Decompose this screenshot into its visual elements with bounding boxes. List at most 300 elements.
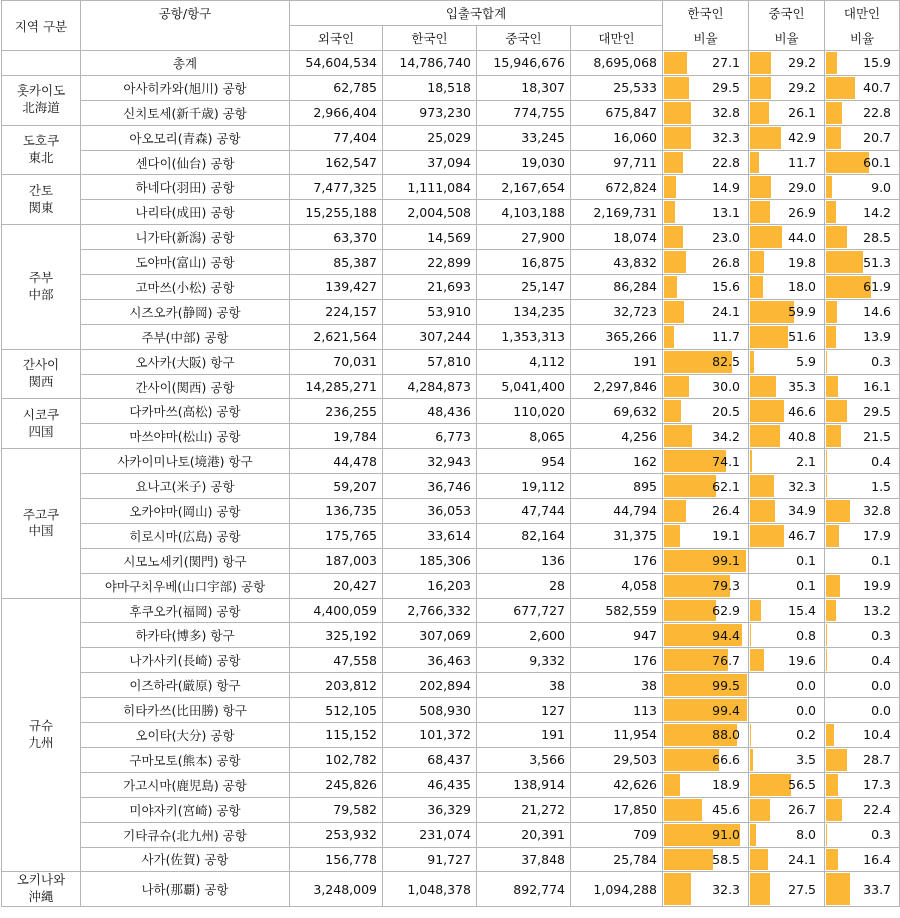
kr-ratio-cell [663, 75, 749, 100]
cn-ratio-cell [749, 797, 825, 822]
kr-ratio-cell [663, 399, 749, 424]
tw-ratio-cell [825, 424, 900, 449]
chinese-count: 2,167,654 [477, 175, 571, 200]
region-name-line: 四国 [28, 423, 54, 439]
kr-ratio-cell [663, 424, 749, 449]
cn-ratio-cell [749, 548, 825, 573]
airport-name: 요나고(米子) 공항 [81, 474, 290, 499]
table-row [2, 324, 900, 349]
table-row [2, 275, 900, 300]
tw-ratio-value: 0.0 [871, 702, 892, 718]
kr-ratio-value: 82.5 [712, 354, 741, 370]
kr-ratio-value: 99.1 [712, 553, 741, 569]
cn-ratio-value: 32.3 [788, 478, 817, 494]
foreign-count: 139,427 [290, 275, 383, 300]
airport-name: 미야자키(宮崎) 공항 [81, 797, 290, 822]
foreign-count: 2,966,404 [290, 100, 383, 125]
chinese-count: 134,235 [477, 299, 571, 324]
kr-ratio-value: 34.2 [712, 428, 741, 444]
chinese-count: 677,727 [477, 598, 571, 623]
cn-ratio-cell [749, 698, 825, 723]
korean-count: 973,230 [383, 100, 477, 125]
airport-name: 고마쓰(小松) 공항 [81, 275, 290, 300]
region-name-line: 간사이 [22, 357, 60, 373]
region-name-line: 규슈 [28, 718, 54, 734]
foreign-count: 325,192 [290, 623, 383, 648]
tw-ratio-cell [825, 275, 900, 300]
tw-ratio-value: 14.2 [863, 204, 892, 220]
kr-ratio-value: 76.7 [712, 652, 741, 668]
airport-name: 기타큐슈(北九州) 공항 [81, 822, 290, 847]
airport-name: 시즈오카(静岡) 공항 [81, 299, 290, 324]
foreign-count: 224,157 [290, 299, 383, 324]
table-row [2, 100, 900, 125]
kr-ratio-cell [663, 872, 749, 907]
airport-name: 후쿠오카(福岡) 공항 [81, 598, 290, 623]
cn-ratio-value: 56.5 [788, 777, 817, 793]
foreign-count: 70,031 [290, 349, 383, 374]
taiwanese-count: 38 [571, 673, 663, 698]
tw-ratio-value: 22.8 [863, 105, 892, 121]
cn-ratio-cell [749, 523, 825, 548]
region-name-line: 北海道 [22, 100, 60, 116]
kr-ratio-value: 19.1 [712, 528, 741, 544]
tw-ratio-value: 13.2 [863, 603, 892, 619]
kr-ratio-cell [663, 175, 749, 200]
taiwanese-count: 25,533 [571, 75, 663, 100]
cn-ratio-cell [749, 648, 825, 673]
header-cn-ratio-line2: 비율 [749, 26, 825, 51]
cn-ratio-value: 11.7 [788, 155, 817, 170]
tw-ratio-cell [825, 150, 900, 175]
total-kr-ratio [663, 51, 749, 76]
kr-ratio-cell [663, 847, 749, 872]
tw-ratio-cell [825, 723, 900, 748]
chinese-count: 9,332 [477, 648, 571, 673]
tw-ratio-value: 0.1 [871, 553, 892, 569]
korean-count: 36,746 [383, 474, 477, 499]
tw-ratio-cell [825, 175, 900, 200]
cn-ratio-cell [749, 872, 825, 907]
cn-ratio-value: 46.6 [788, 403, 817, 419]
foreign-count: 79,582 [290, 797, 383, 822]
korean-count: 185,306 [383, 548, 477, 573]
airport-name: 마쓰야마(松山) 공항 [81, 424, 290, 449]
chinese-count: 82,164 [477, 523, 571, 548]
kr-ratio-cell [663, 299, 749, 324]
tw-ratio-cell [825, 449, 900, 474]
kr-ratio-cell [663, 797, 749, 822]
header-airport: 공항/항구 [81, 1, 290, 51]
kr-ratio-cell [663, 150, 749, 175]
cn-ratio-cell [749, 723, 825, 748]
taiwanese-count: 2,297,846 [571, 374, 663, 399]
airport-name: 사카이미나토(境港) 항구 [81, 449, 290, 474]
table-row [2, 250, 900, 275]
tw-ratio-cell [825, 100, 900, 125]
region-name-line: 東北 [28, 150, 54, 166]
chinese-count: 19,112 [477, 474, 571, 499]
airport-name: 시모노세키(関門) 항구 [81, 548, 290, 573]
foreign-count: 4,400,059 [290, 598, 383, 623]
region-cell [2, 872, 81, 907]
chinese-count: 4,103,188 [477, 200, 571, 225]
kr-ratio-cell [663, 548, 749, 573]
kr-ratio-value: 18.9 [712, 777, 741, 793]
kr-ratio-value: 14.9 [712, 179, 741, 195]
tw-ratio-value: 21.5 [863, 428, 892, 444]
korean-count: 101,372 [383, 723, 477, 748]
tw-ratio-cell [825, 75, 900, 100]
foreign-count: 63,370 [290, 225, 383, 250]
table-row [2, 797, 900, 822]
airport-name: 하카타(博多) 항구 [81, 623, 290, 648]
foreign-count: 253,932 [290, 822, 383, 847]
kr-ratio-value: 88.0 [712, 727, 741, 743]
cn-ratio-value: 29.0 [788, 179, 817, 195]
korean-count: 2,766,332 [383, 598, 477, 623]
foreign-count: 236,255 [290, 399, 383, 424]
region-name-line: 시코쿠 [22, 406, 60, 422]
chinese-count: 110,020 [477, 399, 571, 424]
total-row [2, 51, 900, 76]
tw-ratio-cell [825, 747, 900, 772]
chinese-count: 27,900 [477, 225, 571, 250]
taiwanese-count: 86,284 [571, 275, 663, 300]
cn-ratio-cell [749, 324, 825, 349]
airport-name: 이즈하라(厳原) 항구 [81, 673, 290, 698]
region-name-line: 中国 [28, 523, 54, 539]
foreign-count: 175,765 [290, 523, 383, 548]
cn-ratio-value: 3.5 [796, 752, 817, 768]
region-cell [2, 598, 81, 872]
chinese-count: 892,774 [477, 872, 571, 907]
region-name-line: 도호쿠 [22, 133, 60, 149]
cn-ratio-value: 24.1 [788, 851, 817, 867]
foreign-count: 187,003 [290, 548, 383, 573]
tw-ratio-cell [825, 349, 900, 374]
tw-ratio-value: 0.3 [871, 627, 892, 643]
kr-ratio-value: 22.8 [712, 155, 741, 170]
kr-ratio-cell [663, 698, 749, 723]
chinese-count: 138,914 [477, 772, 571, 797]
cn-ratio-cell [749, 847, 825, 872]
cn-ratio-cell [749, 449, 825, 474]
taiwanese-count: 1,094,288 [571, 872, 663, 907]
taiwanese-count: 69,632 [571, 399, 663, 424]
chinese-count: 136 [477, 548, 571, 573]
taiwanese-count: 582,559 [571, 598, 663, 623]
chinese-count: 3,566 [477, 747, 571, 772]
table-row [2, 673, 900, 698]
taiwanese-count: 44,794 [571, 499, 663, 524]
kr-ratio-value: 91.0 [712, 827, 741, 843]
kr-ratio-value: 79.3 [712, 578, 741, 594]
tw-ratio-cell [825, 125, 900, 150]
foreign-count: 77,404 [290, 125, 383, 150]
kr-ratio-value: 30.0 [712, 379, 741, 395]
table-row [2, 499, 900, 524]
header-tw-ratio-line2: 비율 [825, 26, 900, 51]
cn-ratio-value: 40.8 [788, 428, 817, 444]
korean-count: 307,244 [383, 324, 477, 349]
chinese-count: 25,147 [477, 275, 571, 300]
taiwanese-count: 17,850 [571, 797, 663, 822]
chinese-count: 18,307 [477, 75, 571, 100]
cn-ratio-value: 5.9 [796, 354, 817, 370]
region-name-line: 주고쿠 [22, 506, 60, 522]
tw-ratio-value: 0.4 [871, 453, 892, 469]
cn-ratio-value: 0.0 [796, 702, 817, 718]
tw-ratio-cell [825, 772, 900, 797]
cn-ratio-cell [749, 673, 825, 698]
kr-ratio-value: 32.3 [712, 130, 741, 146]
kr-ratio-value: 62.9 [712, 603, 741, 619]
foreign-count: 47,558 [290, 648, 383, 673]
tw-ratio-cell [825, 797, 900, 822]
cn-ratio-cell [749, 275, 825, 300]
tw-ratio-value: 40.7 [863, 80, 892, 96]
cn-ratio-value: 19.6 [788, 652, 817, 668]
taiwanese-count: 176 [571, 548, 663, 573]
taiwanese-count: 176 [571, 648, 663, 673]
region-name-line: 홋카이도 [16, 83, 66, 99]
kr-ratio-value: 74.1 [712, 453, 741, 469]
chinese-count: 16,875 [477, 250, 571, 275]
table-row [2, 648, 900, 673]
total-chinese: 15,946,676 [477, 51, 571, 76]
region-cell [2, 449, 81, 598]
foreign-count: 19,784 [290, 424, 383, 449]
foreign-count: 245,826 [290, 772, 383, 797]
table-row [2, 374, 900, 399]
cn-ratio-cell [749, 499, 825, 524]
table-row [2, 449, 900, 474]
kr-ratio-cell [663, 747, 749, 772]
tw-ratio-cell [825, 225, 900, 250]
korean-count: 6,773 [383, 424, 477, 449]
table-row [2, 399, 900, 424]
chinese-count: 774,755 [477, 100, 571, 125]
tw-ratio-value: 22.4 [863, 802, 892, 818]
kr-ratio-cell [663, 648, 749, 673]
airport-name: 니가타(新潟) 공항 [81, 225, 290, 250]
tw-ratio-cell [825, 200, 900, 225]
cn-ratio-value: 26.9 [788, 204, 817, 220]
header-foreign: 외국인 [290, 26, 383, 51]
foreign-count: 203,812 [290, 673, 383, 698]
tw-ratio-value: 13.9 [863, 329, 892, 345]
table-row [2, 424, 900, 449]
airport-statistics-table [1, 0, 900, 907]
table-row [2, 698, 900, 723]
korean-count: 4,284,873 [383, 374, 477, 399]
tw-ratio-value: 20.7 [863, 130, 892, 146]
cn-ratio-value: 8.0 [796, 827, 817, 843]
region-cell [2, 175, 81, 225]
cn-ratio-value: 0.8 [796, 627, 817, 643]
tw-ratio-value: 16.1 [863, 379, 892, 395]
taiwanese-count: 162 [571, 449, 663, 474]
korean-count: 36,329 [383, 797, 477, 822]
taiwanese-count: 709 [571, 822, 663, 847]
korean-count: 14,569 [383, 225, 477, 250]
airport-name: 히타카쓰(比田勝) 항구 [81, 698, 290, 723]
foreign-count: 156,778 [290, 847, 383, 872]
cn-ratio-cell [749, 374, 825, 399]
chinese-count: 19,030 [477, 150, 571, 175]
foreign-count: 7,477,325 [290, 175, 383, 200]
tw-ratio-cell [825, 548, 900, 573]
cn-ratio-value: 18.0 [788, 279, 817, 295]
korean-count: 32,943 [383, 449, 477, 474]
airport-name: 사가(佐賀) 공항 [81, 847, 290, 872]
tw-ratio-value: 0.3 [871, 827, 892, 843]
tw-ratio-cell [825, 250, 900, 275]
taiwanese-count: 43,832 [571, 250, 663, 275]
region-cell [2, 125, 81, 175]
cn-ratio-cell [749, 772, 825, 797]
table-body [2, 51, 900, 907]
korean-count: 57,810 [383, 349, 477, 374]
taiwanese-count: 947 [571, 623, 663, 648]
total-korean: 14,786,740 [383, 51, 477, 76]
kr-ratio-value: 66.6 [712, 752, 741, 768]
chinese-count: 954 [477, 449, 571, 474]
kr-ratio-cell [663, 449, 749, 474]
region-name-line: 간토 [28, 182, 54, 198]
taiwanese-count: 113 [571, 698, 663, 723]
taiwanese-count: 672,824 [571, 175, 663, 200]
airport-name: 아사히카와(旭川) 공항 [81, 75, 290, 100]
tw-ratio-cell [825, 598, 900, 623]
total-tw-value: 15.9 [863, 55, 892, 71]
korean-count: 48,436 [383, 399, 477, 424]
foreign-count: 44,478 [290, 449, 383, 474]
tw-ratio-value: 61.9 [863, 279, 892, 295]
cn-ratio-value: 34.9 [788, 503, 817, 519]
korean-count: 37,094 [383, 150, 477, 175]
cn-ratio-value: 46.7 [788, 528, 817, 544]
airport-name: 히로시마(広島) 공항 [81, 523, 290, 548]
cn-ratio-cell [749, 598, 825, 623]
cn-ratio-cell [749, 299, 825, 324]
airport-name: 오이타(大分) 공항 [81, 723, 290, 748]
tw-ratio-cell [825, 573, 900, 598]
korean-count: 68,437 [383, 747, 477, 772]
tw-ratio-cell [825, 499, 900, 524]
kr-ratio-cell [663, 225, 749, 250]
taiwanese-count: 31,375 [571, 523, 663, 548]
kr-ratio-value: 99.5 [712, 677, 741, 693]
table-row [2, 772, 900, 797]
airport-name: 주부(中部) 공항 [81, 324, 290, 349]
kr-ratio-value: 94.4 [712, 627, 741, 643]
cn-ratio-value: 44.0 [788, 229, 817, 245]
chinese-count: 8,065 [477, 424, 571, 449]
table-row [2, 75, 900, 100]
cn-ratio-cell [749, 225, 825, 250]
kr-ratio-value: 26.8 [712, 254, 741, 270]
foreign-count: 3,248,009 [290, 872, 383, 907]
tw-ratio-cell [825, 399, 900, 424]
cn-ratio-cell [749, 150, 825, 175]
total-region-cell [2, 51, 81, 76]
cn-ratio-cell [749, 399, 825, 424]
total-cn-ratio [749, 51, 825, 76]
cn-ratio-value: 26.1 [788, 105, 817, 121]
foreign-count: 102,782 [290, 747, 383, 772]
chinese-count: 38 [477, 673, 571, 698]
kr-ratio-value: 99.4 [712, 702, 741, 718]
cn-ratio-value: 0.0 [796, 677, 817, 693]
total-tw-ratio [825, 51, 900, 76]
region-cell [2, 399, 81, 449]
airport-name: 가고시마(鹿児島) 공항 [81, 772, 290, 797]
cn-ratio-cell [749, 75, 825, 100]
cn-ratio-cell [749, 349, 825, 374]
cn-ratio-value: 59.9 [788, 304, 817, 320]
cn-ratio-value: 2.1 [796, 453, 817, 469]
taiwanese-count: 895 [571, 474, 663, 499]
tw-ratio-value: 51.3 [863, 254, 892, 270]
header-taiwanese: 대만인 [571, 26, 663, 51]
table-row [2, 523, 900, 548]
tw-ratio-cell [825, 847, 900, 872]
tw-ratio-value: 0.4 [871, 652, 892, 668]
korean-count: 46,435 [383, 772, 477, 797]
kr-ratio-cell [663, 275, 749, 300]
taiwanese-count: 675,847 [571, 100, 663, 125]
korean-count: 91,727 [383, 847, 477, 872]
taiwanese-count: 42,626 [571, 772, 663, 797]
cn-ratio-cell [749, 474, 825, 499]
table-row [2, 299, 900, 324]
table-row [2, 847, 900, 872]
chinese-count: 47,744 [477, 499, 571, 524]
cn-ratio-value: 35.3 [788, 379, 817, 395]
taiwanese-count: 191 [571, 349, 663, 374]
table-row [2, 747, 900, 772]
airport-name: 나가사키(長崎) 공항 [81, 648, 290, 673]
tw-ratio-value: 14.6 [863, 304, 892, 320]
table-row [2, 723, 900, 748]
foreign-count: 136,735 [290, 499, 383, 524]
airport-name: 센다이(仙台) 공항 [81, 150, 290, 175]
kr-ratio-value: 58.5 [712, 851, 741, 867]
kr-ratio-value: 62.1 [712, 478, 741, 494]
table-row [2, 598, 900, 623]
korean-count: 21,693 [383, 275, 477, 300]
tw-ratio-cell [825, 474, 900, 499]
foreign-count: 2,621,564 [290, 324, 383, 349]
kr-ratio-value: 32.3 [712, 881, 741, 897]
tw-ratio-value: 32.8 [863, 503, 892, 519]
kr-ratio-cell [663, 250, 749, 275]
cn-ratio-cell [749, 822, 825, 847]
kr-ratio-cell [663, 125, 749, 150]
tw-ratio-value: 19.9 [863, 578, 892, 594]
table-row [2, 200, 900, 225]
taiwanese-count: 11,954 [571, 723, 663, 748]
tw-ratio-value: 10.4 [863, 727, 892, 743]
kr-ratio-cell [663, 474, 749, 499]
kr-ratio-cell [663, 349, 749, 374]
table-row [2, 474, 900, 499]
chinese-count: 5,041,400 [477, 374, 571, 399]
cn-ratio-cell [749, 747, 825, 772]
chinese-count: 20,391 [477, 822, 571, 847]
